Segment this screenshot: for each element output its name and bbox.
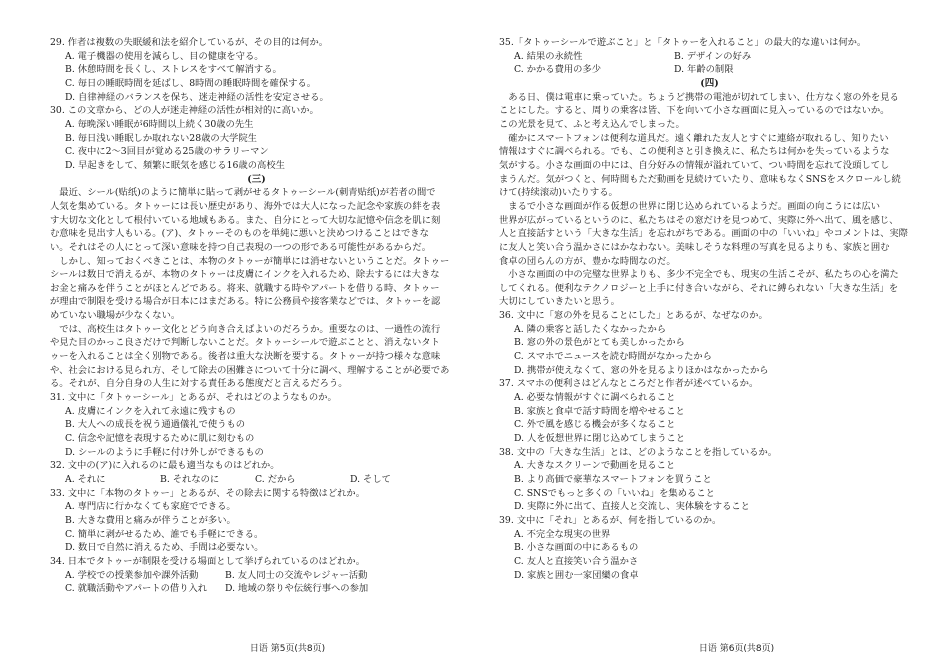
- passage-line: や見た目のかっこ良さだけで判断しないことだ。タトゥーシールで遊ぶことと、消えないタト: [50, 337, 440, 349]
- passage-line: ある日、僕は電車に乗っていた。ちょうど携帯の電池が切れてしまい、仕方なく窓の外を見る: [499, 91, 899, 103]
- question-stem: 29. 作者は複数の失眠緩和法を紹介しているが、その目的は何か。: [50, 37, 329, 48]
- question-39: [499, 514, 920, 582]
- question-29: [50, 36, 463, 104]
- passage-line: 人と直接話すという「大きな生活」を忘れがちである。画面の中の「いいね」やコメントは、実際: [499, 228, 908, 240]
- passage-line: 小さな画面の中の完璧な世界よりも、多少不完全でも、現実の生活こそが、私たちの心を満た: [499, 269, 899, 281]
- passage-line: る。それが、自分自身の人生に対する責任ある態度だと言えるだろう。: [50, 378, 348, 390]
- option-d: D. そして: [350, 474, 391, 485]
- passage-line: ことにした。すると、周りの乗客は皆、下を向いて小さな画面に見入っているのではないか。: [499, 105, 890, 117]
- option-a: A. 不完全な現実の世界: [514, 528, 611, 540]
- passage-line: まるで小さな画面が作る仮想の世界に閉じ込められているようだ。画面の向こうには広い: [499, 200, 881, 212]
- option-c: C. 毎日の睡眠時間を延ばし、8時間の睡眠時間を確保する。: [65, 77, 317, 89]
- option-d: D. 実際に外に出て、直接人と交流し、実体験をすること: [514, 501, 750, 513]
- passage-line: 食卓の団らんの方が、豊かな時間なのだ。: [499, 255, 676, 267]
- option-c: C. 簡単に剥がせるため、誰でも手軽にできる。: [65, 528, 264, 540]
- question-stem: 34. 日本でタトゥーが制限を受ける場面として挙げられているのはどれか。: [50, 555, 366, 567]
- question-32: [50, 459, 463, 486]
- option-b: B. 休憩時間を長くし、ストレスをすべて解消する。: [65, 64, 282, 76]
- question-stem: 39. 文中に「それ」とあるが、何を指しているのか。: [499, 514, 722, 526]
- question-stem: 35.「タトゥーシールで遊ぶこと」と「タトゥーを入れること」の最大的な違いは何か。: [499, 37, 867, 48]
- passage-line: しかし、知っておくべきことは、本物のタトゥーが簡単には消せないということだ。タトゥー: [50, 255, 450, 267]
- passage-line: に友人と笑い合う温かさにはかなわない。美味しそうな料理の写真を見るよりも、家族と囲む: [499, 241, 890, 253]
- right-page: [475, 0, 950, 672]
- option-d: D. 自律神経のバランスを保ち、迷走神経の活性を安定させる。: [65, 91, 329, 103]
- passage-line: い。それはその人にとって深い意味を持つ自己表現の一つの形である可能性があるからだ。: [50, 241, 431, 253]
- section-title: (三): [247, 173, 266, 185]
- passage-line: 気がする。小さな画面の中には、自分好みの情報が溢れていて、つい時間を忘れて没頭してし: [499, 159, 890, 171]
- question-36: [499, 309, 920, 377]
- passage-line: 情報はすぐに調べられる。でも、この便利さと引き換えに、私たちは何かを失っているような: [499, 146, 890, 158]
- question-33: [50, 487, 463, 555]
- option-d: D. シールのように手軽に付け外しができるもの: [65, 446, 264, 458]
- question-34: [50, 555, 463, 596]
- passage-line: 世界が広がっているというのに、私たちはその窓だけを見つめて、実際に外へ出て、風を感じ、: [499, 214, 899, 226]
- option-a: A. それに: [65, 474, 106, 485]
- option-a: A. 電子機器の使用を減らし、目の健康を守る。: [65, 50, 264, 62]
- passage-line: 確かにスマートフォンは便利な道具だ。遠く離れた友人とすぐに連絡が取れるし、知りたい: [499, 132, 889, 144]
- passage-3: [50, 186, 463, 391]
- question-stem: 38. 文中の「大きな生活」とは、どのようなことを指しているか。: [499, 446, 778, 458]
- option-a: A. 結果の永続性: [514, 50, 583, 62]
- option-d: D. 数日で自然に消えるため、手間は必要ない。: [65, 542, 264, 554]
- option-d: D. 家族と囲む一家団欒の食卓: [514, 569, 639, 581]
- question-31: [50, 391, 463, 459]
- question-37: [499, 377, 920, 445]
- passage-line: や、社会における見られ方、そして除去の困難さについて十分に調べ、理解することが必要であ: [50, 364, 450, 376]
- option-d: D. 早起きをして、頻繁に眠気を感じる16歳の高校生: [65, 159, 285, 171]
- passage-4: [499, 91, 920, 310]
- question-35: [499, 36, 920, 77]
- passage-line: が理由で制限を受ける場合が日本にはまだある。特に公務員や接客業などでは、タトゥーを認: [50, 296, 441, 308]
- option-c: C. スマホでニュースを読む時間がなかったから: [514, 351, 712, 363]
- question-stem: 37. スマホの便利さはどんなところだと作者が述べているか。: [499, 378, 759, 390]
- passage-line: では、高校生はタトゥー文化とどう向き合えばよいのだろうか。重要なのは、一過性の流行: [50, 323, 441, 335]
- option-c: C. 外で風を感じる機会が多くなること: [514, 419, 676, 431]
- passage-line: お金と痛みを伴うことがほとんどである。将来、就職する時やアパートを借りる時、タトゥー: [50, 282, 440, 294]
- option-a: A. 専門店に行かなくても家庭でできる。: [65, 501, 236, 513]
- passage-line: 人気を集めている。タトゥーには長い歴史があり、海外では大人になった記念や家族の絆を表: [50, 200, 441, 212]
- question-stem: 31. 文中に「タトゥーシール」とあるが、それはどのようなものか。: [50, 392, 337, 404]
- passage-line: す大切な文化として根付いている地域もある。また、自分にとって大切な記憶や信念を肌に刻: [50, 214, 441, 226]
- passage-line: 大切にしていきたいと思う。: [499, 296, 620, 308]
- passage-line: まうんだ。気がつくと、何時間もただ動画を見続けていたり、意味もなくSNSをスクロールし続: [499, 173, 901, 185]
- option-a: A. 毎晩深い睡眠が6時間以上続く30歳の先生: [65, 118, 254, 130]
- option-b: B. 友人同士の交流やレジャー活動: [225, 569, 368, 581]
- option-d: D. 年齢の制限: [674, 64, 734, 76]
- option-b: B. 大人への成長を祝う通過儀礼で使うもの: [65, 419, 246, 431]
- option-c: C. SNSでもっと多くの「いいね」を集めること: [514, 487, 715, 499]
- passage-line: 最近、シール(贴纸)のように簡単に貼って剥がせるタトゥーシール(刺青贴纸)が若者の間で: [50, 187, 436, 199]
- option-a: A. 隣の乗客と話したくなかったから: [514, 323, 667, 335]
- question-38: [499, 446, 920, 514]
- option-b: B. 小さな画面の中にあるもの: [514, 542, 639, 554]
- passage-line: シールは数日で消えるが、本物のタトゥーは皮膚にインクを入れるため、除去するには大きな: [50, 269, 440, 281]
- option-d: D. 地域の祭りや伝統行事への参加: [225, 583, 369, 595]
- option-a: A. 皮膚にインクを入れて永遠に残すもの: [65, 405, 236, 417]
- passage-line: ゥーを入れることは全く別物である。後者は重大な決断を要する。タトゥーが持つ様々な意味: [50, 351, 441, 363]
- question-stem: 33. 文中に「本物のタトゥー」とあるが、その除去に関する特徴はどれか。: [50, 487, 366, 499]
- option-b: B. 窓の外の景色がとても美しかったから: [514, 337, 685, 349]
- option-c: C. 友人と直接笑い合う温かさ: [514, 555, 639, 567]
- option-a: A. 大きなスクリーンで動画を見ること: [514, 460, 676, 472]
- option-b: B. より高価で豪華なスマートフォンを買うこと: [514, 474, 712, 485]
- passage-line: めていない職場が少なくない。: [50, 310, 181, 322]
- option-b: B. 毎日浅い睡眠しか取れない28歳の大学院生: [65, 132, 257, 144]
- option-c: C. だから: [255, 474, 296, 485]
- page-footer: 日语 第5页(共8页): [249, 644, 326, 654]
- option-b: B. デザインの好み: [674, 50, 752, 62]
- option-c: C. 就職活動やアパートの借り入れ: [65, 583, 208, 595]
- option-c: C. かかる費用の多少: [514, 64, 602, 76]
- passage-line: けて(持续滚动)いたりする。: [499, 187, 618, 199]
- option-b: B. 家族と食卓で話す時間を増やせること: [514, 405, 685, 417]
- option-b: B. 大きな費用と痛みが伴うことが多い。: [65, 514, 236, 526]
- option-c: C. 夜中に2～3回目が覚める25歳のサラリーマン: [65, 146, 269, 158]
- question-30: [50, 104, 463, 172]
- question-stem: 36. 文中に「窓の外を見ることにした」とあるが、なぜなのか。: [499, 310, 768, 322]
- option-b: B. それなのに: [160, 474, 220, 485]
- option-d: D. 人を仮想世界に閉じ込めてしまうこと: [514, 433, 686, 445]
- question-stem: 30. この文章から、どの人が迷走神経の活性が相対的に高いか。: [50, 105, 319, 117]
- option-a: A. 学校での授業参加や課外活動: [65, 569, 199, 581]
- page-footer: 日语 第6页(共8页): [698, 644, 775, 654]
- question-stem: 32. 文中の(ア)に入れるのに最も適当なものはどれか。: [50, 460, 280, 472]
- option-d: D. 携帯が使えなくて、窓の外を見るよりほかはなかったから: [514, 364, 769, 376]
- passage-line: む意味を見出す人もいる。(ア)、タトゥーそのものを単純に悪いと決めつけることはできな: [50, 228, 429, 240]
- option-a: A. 必要な情報がすぐに調べられること: [514, 392, 676, 404]
- passage-line: してくれる。便利なテクノロジーと上手に付き合いながら、それに縛られない「大きな生活」を: [499, 282, 899, 294]
- passage-line: この光景を見て、ふと考え込んでしまった。: [499, 118, 685, 130]
- option-c: C. 信念や記憶を表現するために肌に刻むもの: [65, 433, 255, 445]
- section-title: (四): [700, 77, 719, 89]
